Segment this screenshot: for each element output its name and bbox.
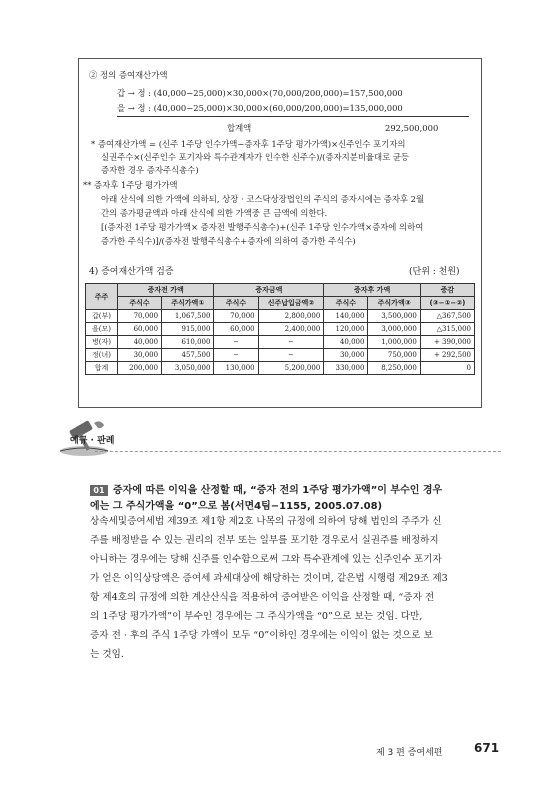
table-cell: −	[258, 349, 324, 362]
verification-table	[85, 283, 475, 375]
table-cell: 40,000	[324, 336, 368, 349]
row-shareholder: 을(모)	[86, 323, 118, 336]
col-shares: 주식수	[324, 297, 368, 310]
table-cell: 3,500,000	[368, 310, 420, 323]
body-line: 는 것임.	[90, 649, 124, 660]
footer-section: 제 3 편 증여세편	[376, 748, 443, 758]
category-divider	[95, 451, 501, 452]
table-header-row	[86, 284, 475, 297]
table-cell: 5,200,000	[258, 362, 324, 375]
table-cell: −	[214, 336, 258, 349]
table-cell: 30,000	[117, 349, 161, 362]
table-cell: 1,000,000	[368, 336, 420, 349]
table-cell: 30,000	[324, 349, 368, 362]
table-cell: 140,000	[324, 310, 368, 323]
table-cell: 120,000	[324, 323, 368, 336]
note2-line: 아래 산식에 의한 가액에 의하되, 상장 · 코스닥상장법인의 주식의 증자시에는 증자후 2월	[101, 194, 425, 204]
body-line: 상속세및증여세법 제39조 제1항 제2호 나목의 규정에 의하여 당해 법인의 주주가 신	[90, 516, 442, 527]
table-row	[86, 349, 475, 362]
col-change: 증감	[420, 284, 474, 297]
table-row	[86, 336, 475, 349]
table-cell: + 292,500	[420, 349, 474, 362]
table-cell: △367,500	[420, 310, 474, 323]
row-shareholder: 병(자)	[86, 336, 118, 349]
table-cell: 2,800,000	[258, 310, 324, 323]
col-shareholder: 주주	[86, 284, 118, 310]
table-cell: 3,050,000	[162, 362, 214, 375]
table-cell: 915,000	[162, 323, 214, 336]
category-label: 예규 · 판례	[70, 436, 115, 446]
table-cell: 70,000	[214, 310, 258, 323]
table-cell: 750,000	[368, 349, 420, 362]
row-shareholder: 갑(부)	[86, 310, 118, 323]
table-cell: 0	[420, 362, 474, 375]
table-row	[86, 323, 475, 336]
table-cell: 3,000,000	[368, 323, 420, 336]
col-value: 주식가액①	[162, 297, 214, 310]
note1-line: * 증여재산가액 = (신주 1주당 인수가액−증자후 1주당 평가가액)×신주인수 포기자의	[91, 139, 406, 149]
col-value: 주식가액③	[368, 297, 420, 310]
note2-line: [(증자전 1주당 평가가액× 증자전 발행주식총수)+(신주 1주당 인수가액×증자에 의하여	[101, 222, 424, 232]
body-line: 아니하는 경우에는 당해 신주를 인수함으로써 그와 특수관계에 있는 신주인수 포기자	[90, 554, 442, 565]
ruling-heading	[90, 481, 442, 496]
body-line: 항 제4호의 규정에 의한 계산산식을 적용하여 증여받은 이익을 산정할 때, “증자 전	[90, 592, 435, 603]
table-cell: 70,000	[117, 310, 161, 323]
note2-title: ** 증자후 1주당 평가가액	[83, 180, 178, 190]
table-cell: 40,000	[117, 336, 161, 349]
body-line: 가 얻은 이익상당액은 증여세 과세대상에 해당하는 것이며, 같은법 시행령 제29조 제3	[90, 573, 448, 584]
note1-line: 증자한 경우 증자주식총수)	[101, 165, 199, 175]
table-row	[86, 310, 475, 323]
calc-line-a: 갑 → 정 : (40,000−25,000)×30,000×(70,000/200,000)=157,500,000	[117, 88, 403, 98]
row-shareholder: 합계	[86, 362, 118, 375]
table-unit: (단위 : 천원)	[409, 267, 460, 277]
table-cell: 457,500	[162, 349, 214, 362]
body-line: 증자 전 · 후의 주식 1주당 가액이 모두 “0”이하인 경우에는 이익이 없는 것으로 보	[90, 630, 433, 641]
table-cell: 8,250,000	[368, 362, 420, 375]
col-capital: 증자금액	[214, 284, 324, 297]
calc-underline	[117, 116, 469, 117]
note2-line: 간의 종가평균액과 아래 산식에 의한 가액중 큰 금액에 의한다.	[101, 208, 328, 218]
table-title: 4) 증여재산가액 검증	[89, 267, 174, 277]
table-cell: 130,000	[214, 362, 258, 375]
ruling-heading-line: 증자에 따른 이익을 산정할 때, “증자 전의 1주당 평가가액”이 부수인 경우	[113, 485, 443, 496]
table-cell: −	[258, 336, 324, 349]
table-cell: △315,000	[420, 323, 474, 336]
total-label: 합계액	[227, 123, 252, 133]
table-subheader-row	[86, 297, 475, 310]
example-box	[78, 58, 482, 408]
section-title: ② 정의 증여재산가액	[89, 70, 168, 80]
table-cell: −	[214, 349, 258, 362]
ruling-body	[90, 512, 500, 664]
col-formula: (③−①−②)	[420, 297, 474, 310]
col-shares: 주식수	[117, 297, 161, 310]
body-line: 주를 배정받을 수 있는 권리의 전부 또는 일부를 포기한 경우로서 실권주를 배정하지	[90, 535, 439, 546]
body-line: 의 1주당 평가가액”이 부수인 경우에는 그 주식가액을 “0”으로 보는 것임. 다만,	[90, 611, 423, 622]
col-paid: 신주납입금액②	[258, 297, 324, 310]
table-row	[86, 362, 475, 375]
table-cell: 60,000	[214, 323, 258, 336]
table-cell: 2,400,000	[258, 323, 324, 336]
table-cell: 330,000	[324, 362, 368, 375]
ruling-number: 01	[90, 485, 108, 496]
note2-line: 증가한 주식수)]/(증자전 발행주식총수+증자에 의하여 증가한 주식수)	[101, 236, 356, 246]
table-cell: 200,000	[117, 362, 161, 375]
table-cell: 1,067,500	[162, 310, 214, 323]
calc-line-b: 을 → 정 : (40,000−25,000)×30,000×(60,000/200,000)=135,000,000	[117, 103, 403, 113]
col-after: 증자후 가액	[324, 284, 421, 297]
note1-line: 실권주수×(신주인수 포기자와 특수관계자가 인수한 신주수)/(증자지분비율대로 균등	[101, 152, 410, 162]
table-cell: 610,000	[162, 336, 214, 349]
table-cell: + 390,000	[420, 336, 474, 349]
row-shareholder: 정(녀)	[86, 349, 118, 362]
ruling-heading-line: 에는 그 주식가액을 “0”으로 봄(서면4팀−1155, 2005.07.08)	[90, 501, 383, 512]
category-tab	[56, 427, 502, 451]
col-shares: 주식수	[214, 297, 258, 310]
page-number: 671	[474, 741, 500, 755]
table-cell: 60,000	[117, 323, 161, 336]
total-value: 292,500,000	[385, 123, 439, 133]
col-before: 증자전 가액	[117, 284, 214, 297]
